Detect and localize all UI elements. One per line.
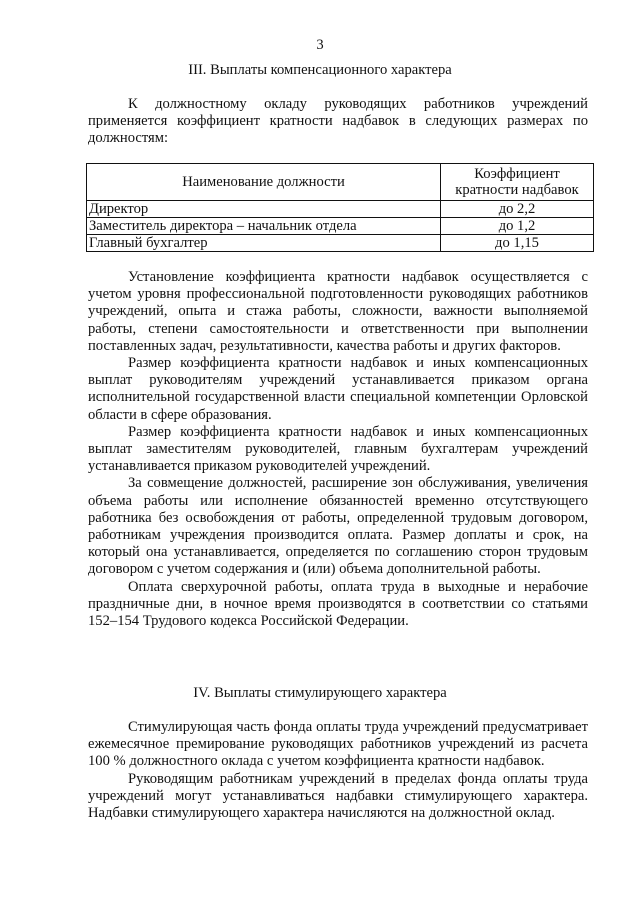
section-3-intro xyxy=(88,96,588,148)
section-3-title: III. Выплаты компенсационного характера xyxy=(188,62,452,78)
row-position: Директор xyxy=(87,201,441,218)
row-position: Заместитель директора – начальник отдела xyxy=(87,218,441,235)
intro-paragraph: К должностному окладу руководящих работников учреждений применяется коэффициент кратности надбавок в следующих размерах по должностям: xyxy=(88,96,588,147)
section-4-body xyxy=(88,719,588,822)
body-paragraph: Руководящим работникам учреждений в пределах фонда оплаты труда учреждений могут устанавливаться надбавки стимулирующего характера. Надбавки стимулирующего характера начисляются на должностной оклад. xyxy=(88,770,588,822)
coefficient-table xyxy=(86,163,594,252)
body-paragraph: Оплата сверхурочной работы, оплата труда в выходные и нерабочие праздничные дни, в ночное время производятся в соответствии со статьями 152–154 Трудового кодекса Российской Федерации. xyxy=(88,578,588,630)
body-paragraph: Размер коэффициента кратности надбавок и иных компенсационных выплат руководителям учреждений устанавливается приказом органа исполнительной государственной власти специальной компетенции Орловской области в сфере образования. xyxy=(88,355,588,423)
table-row xyxy=(87,201,594,218)
body-paragraph: Установление коэффициента кратности надбавок осуществляется с учетом уровня профессиональной подготовленности руководящих работников учреждений, опыта и стажа работы, сложности, важности выполняемой работы, степени самостоятельности и ответственности при выполнении поставленных задач, результативности, качества работы и других факторов. xyxy=(88,269,588,354)
section-3-body xyxy=(88,269,588,630)
row-coefficient: до 1,15 xyxy=(441,235,594,252)
body-paragraph: За совмещение должностей, расширение зон обслуживания, увеличения объема работы или исполнение обязанностей временно отсутствующего работника без освобождения от работы, определенной трудовым договором, работникам учреждения производится оплата. Размер доплаты и срок, на который она устанавливается, определяется по соглашению сторон трудовым договором с учетом содержания и (или) объема дополнительной работы. xyxy=(88,475,588,578)
header-coefficient: Коэффициент кратности надбавок xyxy=(441,164,594,201)
page-number: 3 xyxy=(316,37,324,53)
row-coefficient: до 2,2 xyxy=(441,201,594,218)
body-paragraph: Стимулирующая часть фонда оплаты труда учреждений предусматривает ежемесячное премирование руководящих работников учреждений из расчета 100 % должностного оклада с учетом коэффициента кратности надбавок. xyxy=(88,719,588,770)
table-header-row xyxy=(87,164,594,201)
row-position: Главный бухгалтер xyxy=(87,235,441,252)
row-coefficient: до 1,2 xyxy=(441,218,594,235)
section-4-title: IV. Выплаты стимулирующего характера xyxy=(193,685,447,701)
body-paragraph: Размер коэффициента кратности надбавок и иных компенсационных выплат заместителям руководителей, главным бухгалтерам учреждений устанавливается приказом руководителей учреждений. xyxy=(88,423,588,475)
header-position: Наименование должности xyxy=(87,164,441,201)
table-row xyxy=(87,235,594,252)
table-row xyxy=(87,218,594,235)
